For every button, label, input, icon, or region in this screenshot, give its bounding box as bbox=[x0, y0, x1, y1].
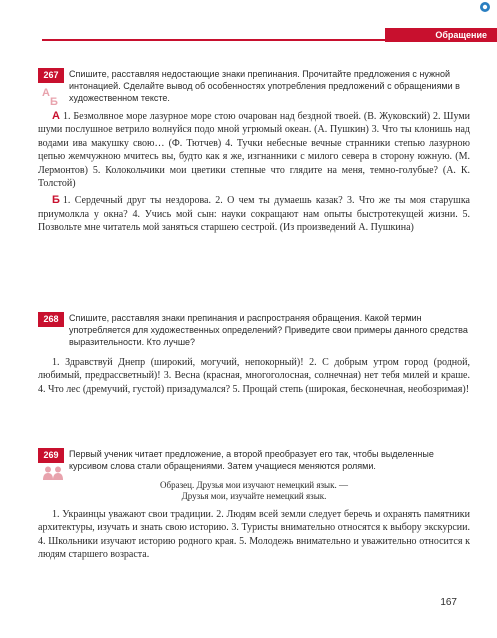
exercise-number: 269 bbox=[38, 448, 64, 463]
part-text: 1. Сердечный друг ты нездорова. 2. О чем ты думаешь казак? 3. Что же ты моя старушка приумолкла у окна? 4. Учись мой сын: науки сокращают нам опыты быстротекущей жизни. 5. Позвольте мне читатель мой заняться старшею сестрой. (Из произведений А. Пушкина) bbox=[38, 195, 470, 234]
svg-text:А: А bbox=[42, 87, 50, 99]
exercise-text: 1. Здравствуй Днепр (широкий, могучий, непокорный)! 2. С добрым утром город (родной, любимый, предрассветный)! 3. Весна (красная, многоголосная, солнечная) нет тебя милей и краше. 4. Что лес (дремучий, густой) призадумался? 5. Прощай степь (широкая, бесконечная, необозримая)! bbox=[38, 357, 470, 395]
exercise-268 bbox=[38, 312, 470, 396]
exercise-number: 268 bbox=[38, 312, 64, 327]
part-letter: Б bbox=[52, 194, 60, 207]
abc-letters-icon bbox=[42, 86, 62, 106]
exercise-267 bbox=[38, 68, 470, 235]
exercise-text-b bbox=[38, 194, 470, 234]
logo-icon bbox=[479, 1, 491, 13]
exercise-number: 267 bbox=[38, 68, 64, 83]
example-line: Образец. Друзья мои изучают немецкий язык. — bbox=[160, 480, 348, 490]
pair-work-icon bbox=[42, 466, 64, 480]
page-number: 167 bbox=[440, 597, 457, 608]
svg-text:Б: Б bbox=[50, 96, 58, 106]
exercise-task: Спишите, расставляя знаки препинания и распространяя обращения. Какой термин употребляется для художественных определений? Приведите свои примеры данного средства выразительности. Кто лучше? bbox=[69, 313, 468, 347]
example-line: Друзья мои, изучайте немецкий язык. bbox=[181, 491, 327, 501]
exercise-task: Первый ученик читает предложение, а второй преобразует его так, чтобы выделенные курсивом слова стали обращениями. Затем учащиеся меняются ролями. bbox=[69, 449, 434, 471]
part-text: 1. Безмолвное море лазурное море стою очарован над бездной твоей. (В. Жуковский) 2. Шуми шуми послушное ветрило волнуйся подо мной угрюмый океан. (А. Пушкин) 3. Что ты клонишь над водами ива макушку свою… (Ф. Тютчев) 4. Тучки небесные вечные странники степью лазурною цепью жемчужною мчитесь вы, будто как я же, изгнанники с милого севера в сторону южную. (М. Лермонтов) 5. Колокольчики мои цветики степные что глядите на меня, темно-голубые? (А. К. Толстой) bbox=[38, 111, 470, 190]
exercise-text-a bbox=[38, 110, 470, 190]
exercise-text: 1. Украинцы уважают свои традиции. 2. Людям всей земли следует беречь и охранять памятники архитектуры, изучать и знать свою историю. 3. Туристы внимательно относятся к выбору экскурсии. 4. Школьники изучают историю родного края. 5. Молодежь внимательно и уважительно относится к людям старшего возраста. bbox=[38, 509, 470, 561]
section-title: Обращение bbox=[385, 28, 497, 42]
exercise-269 bbox=[38, 448, 470, 562]
part-letter: А bbox=[52, 110, 60, 122]
exercise-task: Спишите, расставляя недостающие знаки препинания. Прочитайте предложения с нужной интонацией. Сделайте вывод об особенностях употребления предложений с обращениями в художественном тексте. bbox=[69, 69, 460, 103]
page-header bbox=[0, 22, 497, 48]
